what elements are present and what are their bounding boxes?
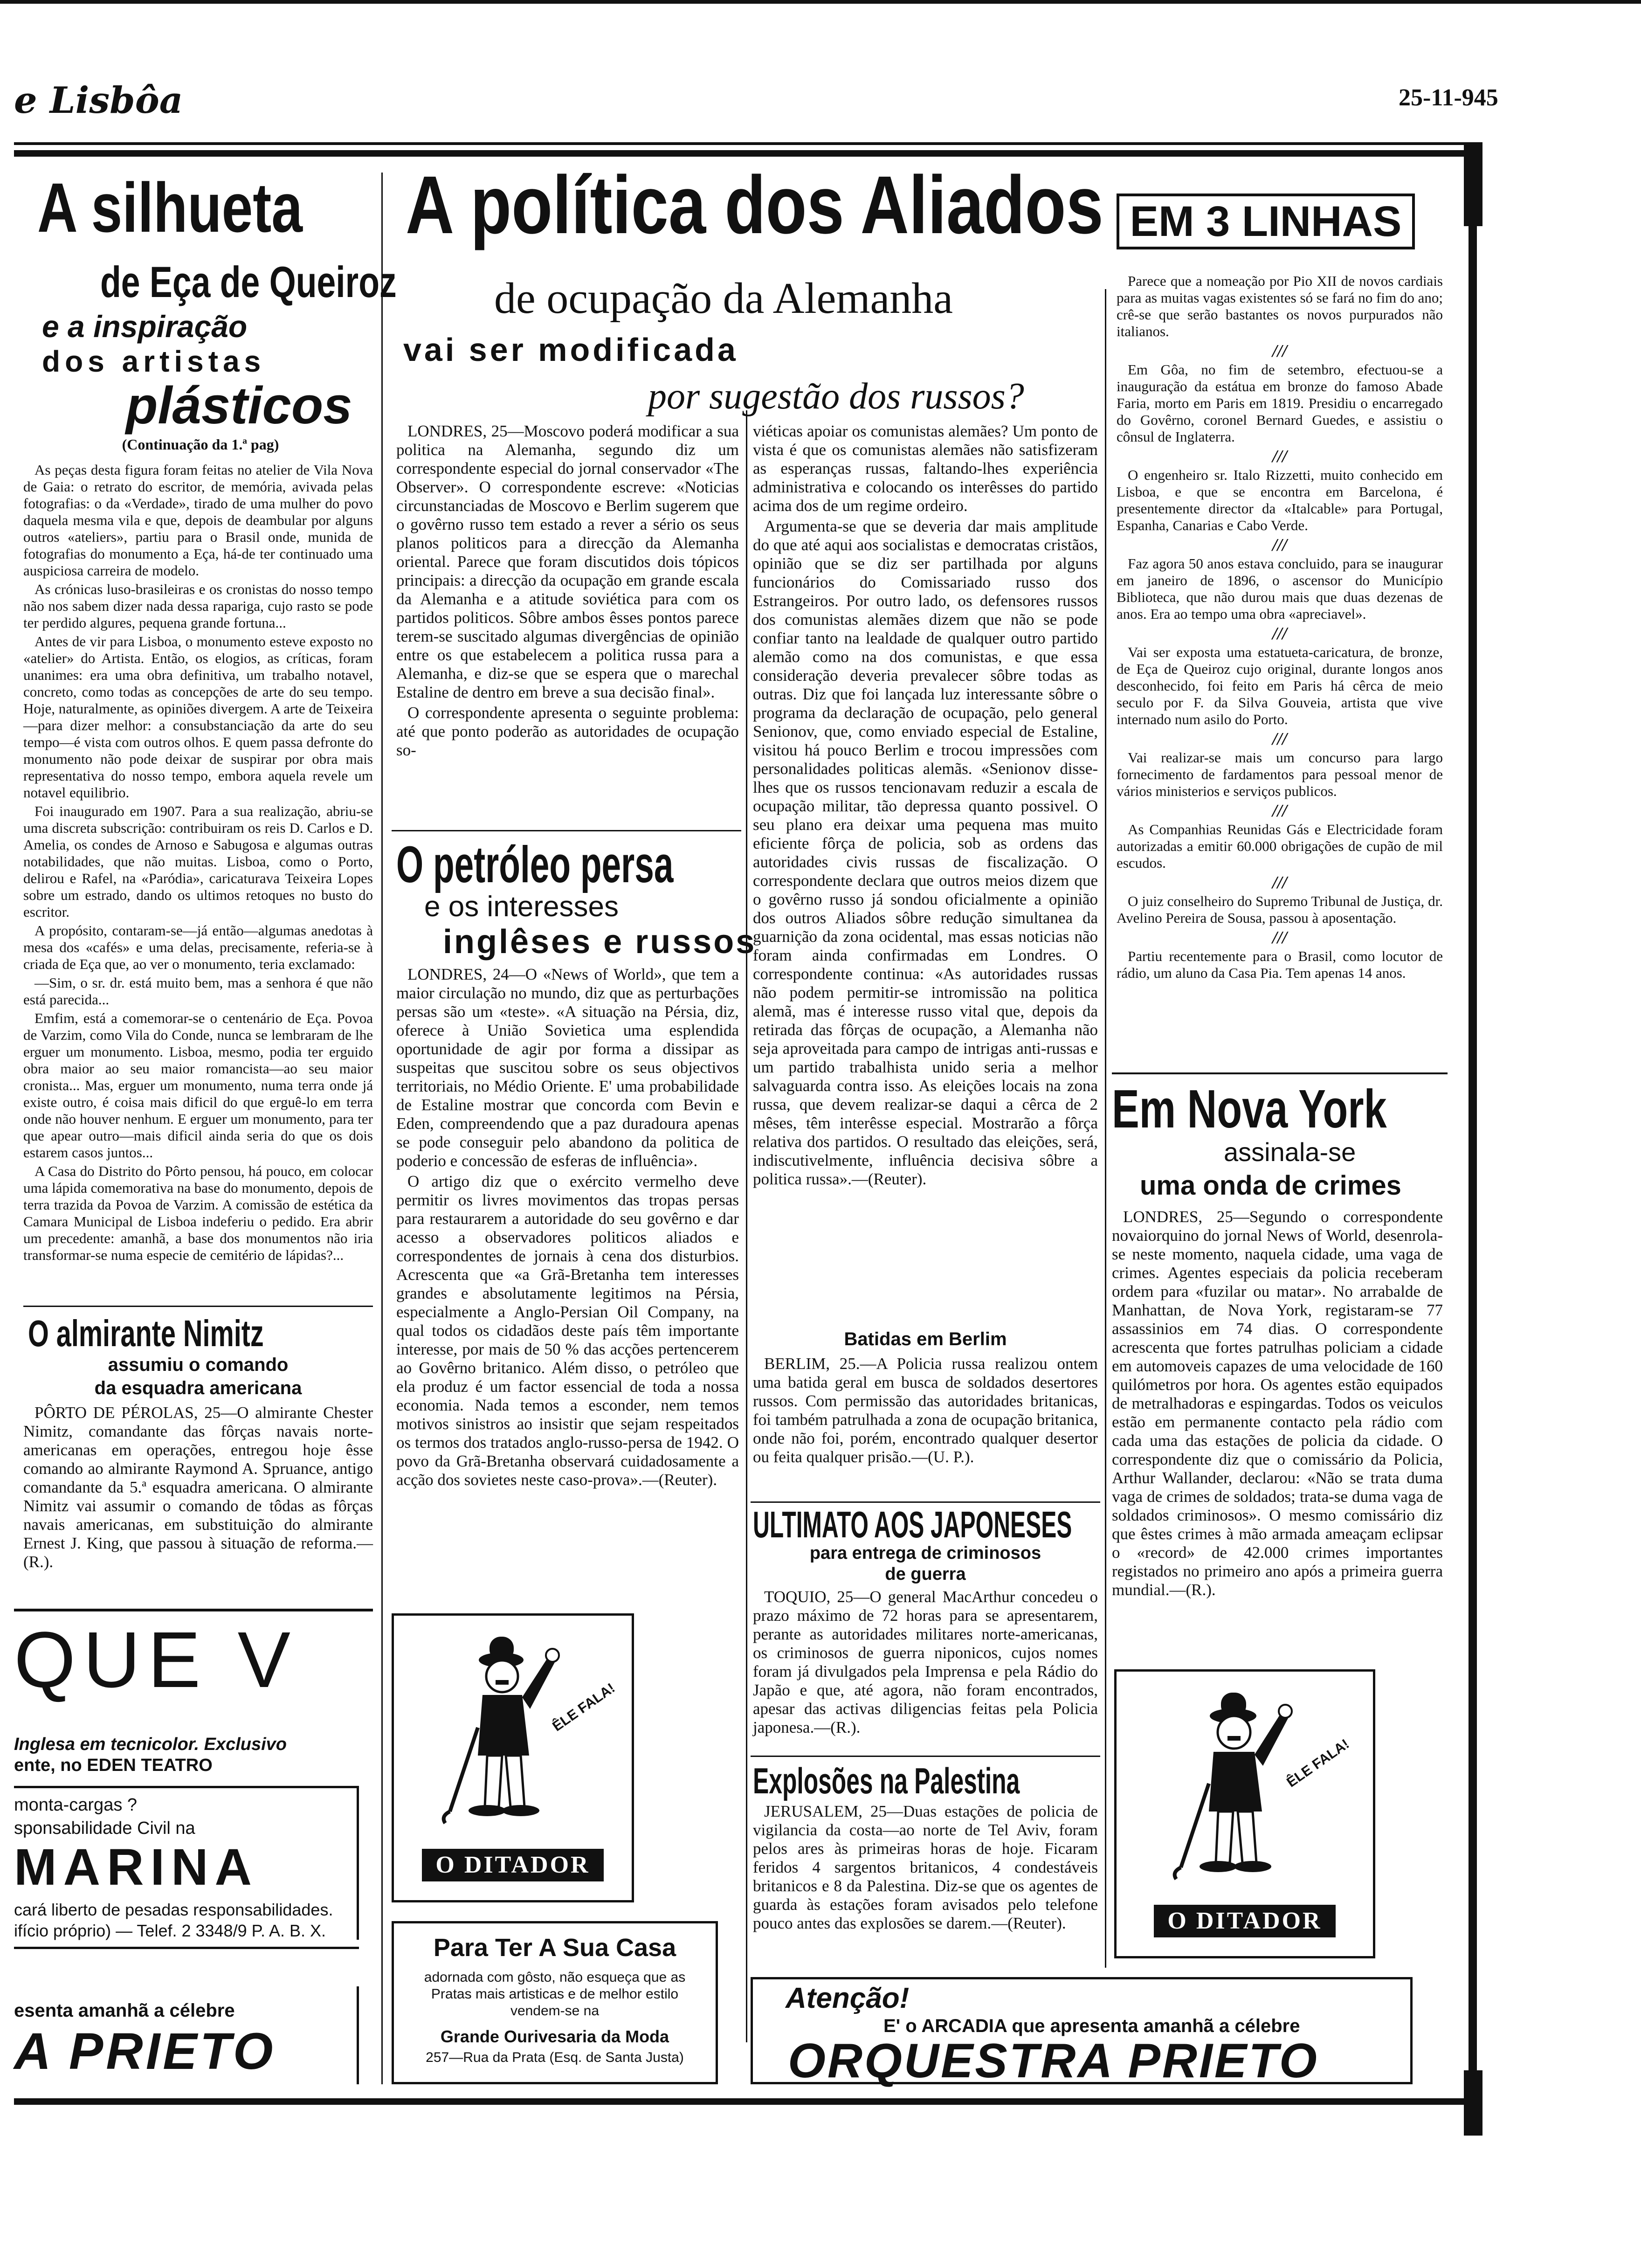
ditador-speech: ÊLE FALA! — [1284, 1736, 1352, 1791]
berlim-headline: Batidas em Berlim — [844, 1329, 1007, 1349]
japoneses-headline: ULTIMATO AOS JAPONESES — [753, 1504, 1072, 1545]
right-vertical-rule — [1469, 177, 1477, 2080]
silhueta-subhead-3: dos artistas — [42, 345, 266, 378]
list-item: O engenheiro sr. Italo Rizzetti, muito conhecido em Lisboa, e que se encontra em Barcelona, é presentemente director da «Italcable» para Portugal, Espanha, Canarias e Cabo Verde. — [1117, 467, 1443, 533]
prieto-ad-line: esenta amanhã a célebre — [14, 2000, 235, 2021]
separator: /// — [1272, 873, 1287, 892]
separator: /// — [1272, 447, 1287, 466]
list-item: Vai ser exposta uma estatueta-caricatura, de bronze, de Eça de Queiroz cujo original, durante longos anos desconhecido, foi feito em Paris há cêrca de meio seculo por F. da Silva Gouveia, artista que vive internado num asilo do Porto. — [1117, 644, 1443, 727]
separator: /// — [1272, 729, 1287, 749]
silhueta-subhead-1: de Eça de Queiroz — [100, 257, 397, 306]
issue-date: 25-11-945 — [1399, 84, 1498, 111]
paragraph: TOQUIO, 25—O general MacArthur concedeu o prazo máximo de 72 horas para se apresentarem, perante as autoridades militares norte-americanas, os criminosos de guerra niponicos, cujos nomes foram já divulgados pela Imprensa e pela Rádio do Japão e que, até agora, não foram encontrados, apesar das activas diligencias feitas pela Policia japonesa.—(R.). — [753, 1588, 1098, 1736]
separator: /// — [1272, 341, 1287, 361]
casa-ad-address: 257—Rua da Prata (Esq. de Santa Justa) — [426, 2050, 684, 2065]
paragraph: Emfim, está a comemorar-se o centenário de Eça. Povoa de Varzim, como Vila do Conde, nunca se lembraram de lhe erguer um monumento. Lisboa, mesmo, podia ter erguido obra maior ao seu maior romancista—ao seu maior cronista... Mas, erguer um monumento, numa terra onde já existe outro, é coisa mais dificil do que erguê-lo em terra onde não houver nenhum. E erguer um monumento, para ter que apear outro—mais dificil ainda seria do que os dois estarem casos juntos... — [23, 1010, 373, 1161]
masthead-rule — [14, 142, 1482, 145]
petroleo-subhead-2: inglêses e russos — [443, 923, 757, 961]
marina-ad-line-4: ifício próprio) — Telef. 2 3348/9 P. A. B. X. — [14, 1921, 326, 1940]
queen-ad-line-1: Inglesa em tecnicolor. Exclusivo — [14, 1735, 287, 1754]
list-item: O juiz conselheiro do Supremo Tribunal de Justiça, dr. Avelino Pereira de Sousa, passou à aposentação. — [1117, 893, 1443, 926]
aliados-subhead-1: de ocupação da Alemanha — [494, 274, 953, 323]
footer-rule — [14, 2098, 1482, 2105]
list-item: Em Gôa, no fim de setembro, efectuou-se a inauguração da estátua em bronze do famoso Abade Faria, morto em Paris em 1819. Presidiu o encarregado do Govêrno, coronel Bernard Guedes, e assistiu o cônsul de Inglaterra. — [1117, 361, 1443, 445]
marina-ad-line-3: cará liberto de pesadas responsabilidades. — [14, 1900, 333, 1919]
column-divider — [381, 173, 383, 2084]
novayork-headline: Em Nova York — [1112, 1079, 1387, 1139]
paragraph: Argumenta-se que se deveria dar mais amplitude do que até aqui aos socialistas e democratas cristãos, opinião que se diz ser partilhada por alguns funcionários do Comissariado russo dos Estrangeiros. Por outro lado, os defensores russos dos comunistas alemães dizem que não se pode confiar tanto na lealdade de qualquer outro partido alemão como na dos comunistas, e que essa consideração deveria prevalecer sôbre todas as outras. Diz que foi lançada luz interessante sôbre o programa da declaração de ocupação, pelo general Senionov, que, como enviado especial de Estaline, visitou há pouco Berlim e trocou impressões com personalidades politicas alemãs. «Senionov disse-lhes que os russos tencionavam reduzir a escala de ocupação militar, tão depressa quanto possivel. O seu plano era deixar uma pequena mas muito eficiente fôrça de policia, sob as ordens das autoridades civis russas de fiscalização. O correspondente declara que outros meios dizem que o govêrno russo já sondou oficialmente a opinião dos outros Aliados sôbre redução simultanea da guarnição da zona ocidental, mas essas noticias não foram ainda confirmadas em Londres. O correspondente continua: «As autoridades russas não podem permitir-se intromissão na politica alemã, mas é interesse russo vital que, depois da retirada das fôrças de ocupação, a Alemanha não seja aproveitada para campo de intrigas anti-russas e um partido trabalhista unido seria a melhor salvaguarda contra isso. As eleições locais na zona russa, que devem realizar-se daqui a cêrca de 2 mêses, têm interêsse especial. Mostrarão a fôrça relativa dos partidos. O resultado das eleições, será, indiscutivelmente, influência decisiva sôbre a politica russa».—(Reuter). — [753, 517, 1098, 1188]
petroleo-headline: O petróleo persa — [396, 836, 674, 893]
nimitz-subhead-1: assumiu o comando — [108, 1355, 289, 1375]
separator: /// — [1272, 928, 1287, 947]
paragraph: Foi inaugurado em 1907. Para a sua realização, abriu-se uma discreta subscrição: contribuiram os reis D. Carlos e D. Amelia, os condes de Arnoso e Sabugosa e algumas outras notabilidades, que não muitas. Lisboa, como o Porto, delirou e Rafel, na «Paródia», caricaturava Teixeira Lopes sobre um estrado, dando os ultimos retoques no busto do escritor. — [23, 803, 373, 920]
japoneses-subhead-2: de guerra — [885, 1564, 966, 1584]
marina-ad-line-1: monta-cargas ? — [14, 1795, 138, 1815]
ditador-figure-icon — [394, 1616, 632, 1835]
em3linhas-headline: EM 3 LINHAS — [1117, 194, 1415, 249]
column-divider — [1105, 289, 1106, 1968]
queen-ad-line-2: ente, no EDEN TEATRO — [14, 1756, 213, 1775]
paper-name: e Lisbôa — [14, 79, 183, 122]
casa-ad-body: adornada com gôsto, não esqueça que as Pratas mais artisticas e de melhor estilo vendem-se na — [424, 1970, 686, 2019]
paragraph: O correspondente apresenta o seguinte problema: até que ponto poderão as autoridades de ocupação so- — [396, 704, 739, 759]
list-item: Partiu recentemente para o Brasil, como locutor de rádio, um aluno da Casa Pia. Tem apenas 14 anos. — [1117, 948, 1443, 981]
paragraph: LONDRES, 25—Segundo o correspondente novaiorquino do jornal News of World, desenrola-se neste momento, naquela cidade, uma vaga de crimes. Agentes especiais da policia receberam ordem para «fuzilar ou matar». No arrabalde de Manhattan, de Nova York, registaram-se 77 assassinios em 74 dias. O correspondente acrescenta que fortes patrulhas policiam a cidade em automoveis capazes de uma velocidade de 160 quilómetros por hora. Os agentes estão equipados de metralhadoras e espingardas. Todos os veiculos estão em permanente contacto pela rádio com cada uma das estações de policia da cidade. O correspondente diz que o comissário da Policia, Arthur Wallander, declarou: «Não se trata duma vaga de crimes de soldados; trata-se duma vaga de soldados criminosos». O mesmo comissário diz que êstes crimes à mão armada ameaçam eclipsar o «record» de 42.000 crimes importantes registados no primeiro ano após a primeira guerra mundial.—(R.). — [1112, 1208, 1443, 1599]
ad-rule — [14, 1947, 359, 1949]
section-rule — [1112, 1072, 1448, 1074]
column-divider — [746, 410, 747, 2042]
atencao-ad — [751, 1977, 1413, 2088]
paragraph: O artigo diz que o exército vermelho deve permitir os livres movimentos das tropas persas para restaurarem a autoridade do seu govêrno e dar acesso a observadores politicos aliados e correspondentes de jornais à cena dos disturbios. Acrescenta que «a Grã-Bretanha tem interesses grandes e absolutamente legitimos na Pérsia, especialmente a Anglo-Persian Oil Company, na qual todos os cidadãos deste país têm importante interesse, por mais de 50 % das acções pertencerem ao Govêrno britanico. Além disso, o petróleo que ela produz é um factor essencial de toda a nossa economia. Nada temos a esconder, nem temos motivos sinistros ao insistir que sejam respeitados os termos dos tratados anglo-russo-persa de 1942. O povo da Grã-Bretanha observará cuidadosamente a acção dos sovietes neste caso-prova».—(Reuter). — [396, 1172, 739, 1489]
ad-border — [357, 1786, 359, 1940]
prieto-ad-name: A PRIETO — [14, 2023, 276, 2080]
paragraph: LONDRES, 25—Moscovo poderá modificar a sua politica na Alemanha, segundo diz um correspondente especial do jornal conservador «The Observer». O correspondente escreve: «Noticias circunstanciadas de Moscovo e Berlim sugerem que o govêrno russo tem estado a rever a sério os seus planos politicos para a direcção da Alemanha oriental. Parece que foram discutidos dois tópicos principais: a direcção da ocupação em grande escala da Alemanha e a atitude soviética para com os partidos politicos. Sôbre ambos êsses pontos parece terem-se suscitado algumas divergências de opinião entre os que estabelecem a politica russa para a Alemanha, e diz-se que se espera que o marechal Estaline de dentro em breve a sua decisão final». — [396, 422, 739, 701]
casa-ad-shop: Grande Ourivesaria da Moda — [440, 2027, 669, 2046]
aliados-subhead-2: vai ser modificada — [403, 332, 738, 368]
aliados-subhead-3: por sugestão dos russos? — [648, 376, 1024, 417]
palestina-body — [753, 1802, 1098, 1935]
ad-rule — [14, 1609, 373, 1611]
paragraph: viéticas apoiar os comunistas alemães? Um ponto de vista é que os comunistas alemães não satisfizeram as esperanças russas, faltando-lhes experiência administrativa e colocando os interêsses do partido acima dos de um regime ordeiro. — [753, 422, 1098, 515]
ditador-ad — [1114, 1669, 1375, 1958]
casa-ad-headline: Para Ter A Sua Casa — [433, 1934, 676, 1962]
ad-border — [357, 1986, 359, 2084]
silhueta-subhead-4: plásticos — [126, 376, 352, 435]
list-item: Faz agora 50 anos estava concluido, para se inaugurar em janeiro de 1896, o ascensor do Município Biblioteca, que não durou mais que duas dezenas de anos. Era ao tempo uma obra «apreciavel». — [1117, 555, 1443, 622]
novayork-body — [1112, 1208, 1443, 1601]
separator: /// — [1272, 801, 1287, 821]
silhueta-body — [23, 462, 373, 1265]
atencao-headline: Atenção! — [786, 1982, 910, 2014]
silhueta-headline: A silhueta — [37, 168, 303, 247]
paragraph: —Sim, o sr. dr. está muito bem, mas a senhora é que não está parecida... — [23, 975, 373, 1008]
continuation-note: (Continuação da 1.ª pag) — [122, 436, 279, 453]
nimitz-body — [23, 1404, 373, 1573]
list-item: Vai realizar-se mais um concurso para largo fornecimento de fardamentos para pessoal menor de vários ministerios e serviços publicos. — [1117, 749, 1443, 799]
ditador-title: O DITADOR — [1154, 1905, 1336, 1937]
paragraph: PÔRTO DE PÉROLAS, 25—O almirante Chester Nimitz, comandante das fôrças navais norte-americanas em operações, entregou hoje êsse comando ao almirante Raymond A. Spruance, antigo comandante da 5.ª esquadra americana. O almirante Nimitz vai assumir o comando de tôdas as fôrças navais americanas, em substituição do almirante Ernest J. King, que passou à situação de reforma.—(R.). — [23, 1404, 373, 1571]
ditador-ad — [392, 1613, 634, 1902]
em3linhas-list — [1117, 273, 1443, 982]
ditador-title: O DITADOR — [422, 1849, 604, 1881]
aliados-body-col-1 — [396, 422, 739, 761]
novayork-subhead-1: assinala-se — [1224, 1137, 1356, 1167]
section-rule — [392, 830, 741, 831]
paragraph: BERLIM, 25.—A Policia russa realizou ontem uma batida geral em busca de soldados desertores russos. Com permissão das autoridades britanicas, foi também patrulhada a zona de ocupação britanica, onde não foi, porém, encontrado qualquer desertor ou feita qualquer prisão.—(U. P.). — [753, 1355, 1098, 1466]
ditador-figure-icon — [1117, 1672, 1373, 1891]
paragraph: As peças desta figura foram feitas no atelier de Vila Nova de Gaia: o retrato do escritor, de memória, avivada pelas fotografias: o da «Verdade», tirado de uma mulher do povo daquela mesma vila e que, depois de deambular por alguns outros «ateliers», partiu para o Brasil onde, munida de fotografias do monumento a Eça, há-de ter continuado uma auspiciosa carreira de modelo. — [23, 462, 373, 579]
list-item: Parece que a nomeação por Pio XII de novos cardiais para as muitas vagas existentes só se fará no fim do ano; crê-se que serão bastantes os novos purpurados não italianos. — [1117, 273, 1443, 339]
marina-ad-line-2: sponsabilidade Civil na — [14, 1819, 195, 1838]
separator: /// — [1272, 624, 1287, 643]
queen-ad-title: QUE V — [14, 1616, 298, 1704]
atencao-line: E' o ARCADIA que apresenta amanhã a célebre — [883, 2016, 1300, 2036]
petroleo-subhead-1: e os interesses — [424, 891, 619, 923]
nimitz-headline: O almirante Nimitz — [28, 1313, 264, 1354]
section-rule — [751, 1756, 1100, 1757]
aliados-headline: A política dos Aliados — [406, 159, 1103, 251]
nimitz-subhead-2: da esquadra americana — [94, 1378, 302, 1398]
section-rule — [23, 1306, 373, 1307]
section-rule — [751, 1501, 1100, 1503]
paragraph: JERUSALEM, 25—Duas estações de policia de vigilancia da costa—ao norte de Tel Aviv, foram pelos ares às primeiras horas de hoje. Ficaram feridos 4 sargentos britanicos, 4 condestáveis britanicos e 8 da Palestina. Diz-se que os agentes de guarda às estações foram avisados pelo telefone pouco antes das explosões se darem.—(Reuter). — [753, 1802, 1098, 1932]
paragraph: Antes de vir para Lisboa, o monumento esteve exposto no «atelier» do Artista. Então, os elogios, as críticas, foram unanimes: era uma obra definitiva, um trabalho notavel, concreto, como todas as concepções de arte do seu tempo. Hoje, naturalmente, as opiniões divergem. A arte de Teixeira—para dizer melhor: a consubstanciação da arte do seu tempo—é vista com outros olhos. E quem passa defronte do monumento não pode deixar de suspirar por obra mais representativa do nosso tempo, embora aquela revele um notavel equilibrio. — [23, 633, 373, 801]
atencao-name: ORQUESTRA PRIETO — [788, 2034, 1319, 2088]
top-border — [0, 0, 1641, 4]
japoneses-subhead-1: para entrega de criminosos — [809, 1543, 1041, 1563]
aliados-body-col-2 — [753, 422, 1098, 1190]
ad-rule — [14, 1786, 359, 1788]
novayork-subhead-2: uma onda de crimes — [1140, 1170, 1401, 1201]
marina-ad-name: MARINA — [14, 1839, 258, 1896]
separator: /// — [1272, 535, 1287, 555]
list-item: As Companhias Reunidas Gás e Electricidade foram autorizadas a emitir 60.000 obrigações de cupão de mil escudos. — [1117, 821, 1443, 871]
palestina-headline: Explosões na Palestina — [753, 1760, 1020, 1801]
berlim-body — [753, 1355, 1098, 1468]
paragraph: A propósito, contaram-se—já então—algumas anedotas à mesa dos «cafés» e uma delas, precisamente, referia-se à criada de Eça que, ao ver o monumento, teria exclamado: — [23, 922, 373, 972]
silhueta-subhead-2: e a inspiração — [42, 309, 248, 344]
ditador-speech: ÊLE FALA! — [550, 1680, 618, 1735]
paragraph: LONDRES, 24—O «News of World», que tem a maior circulação no mundo, diz que as perturbações persas são um «teste». «A situação na Pérsia, diz, oferece à União Sovietica uma esplendida oportunidade de agir por forma a dissipar as suspeitas que suscitou sobre os seus objectivos territoriais, no Médio Oriente. E' uma probabilidade de Estaline mostrar que concorda com Bevin e Eden, compreendendo que a paz duradoura apenas se pode conseguir pelo abandono da politica de poderio e concessão de esferas de influência». — [396, 965, 739, 1170]
japoneses-body — [753, 1588, 1098, 1739]
paragraph: As crónicas luso-brasileiras e os cronistas do nosso tempo não nos sabem dizer nada dessa rapariga, cujo rasto se pode ter perdido algures, pequena grande fortuna... — [23, 581, 373, 631]
masthead-rule-thick — [14, 150, 1482, 157]
paragraph: A Casa do Distrito do Pôrto pensou, há pouco, em colocar uma lápida comemorativa na base do monumento, depois de terra trazida da Povoa de Varzim. A comissão de estética da Camara Municipal de Lisboa indeferiu o pedido. Era abrir um precedente: amanhã, a base dos monumentos não iria transformar-se numa especie de cemitério de lápidas?... — [23, 1163, 373, 1263]
petroleo-body — [396, 965, 739, 1491]
casa-ad — [392, 1921, 718, 2084]
